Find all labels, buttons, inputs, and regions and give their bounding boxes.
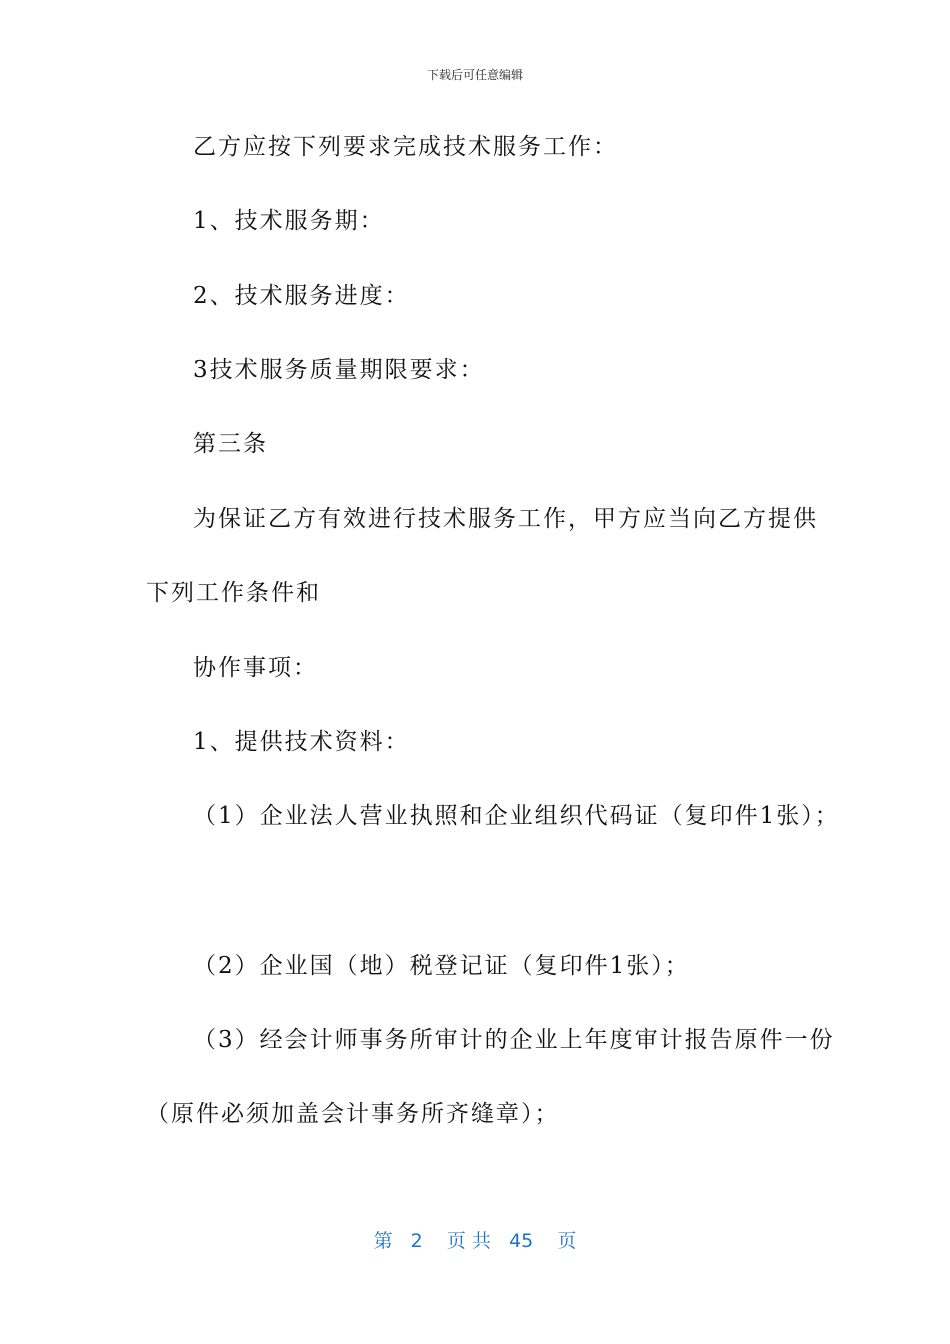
text-line: 协作事项：: [193, 655, 318, 681]
page-number: 第 2 页 共 45 页: [373, 1230, 577, 1252]
text-line: 乙方应按下列要求完成技术服务工作：: [193, 134, 618, 160]
text-line: 1、提供技术资料：: [193, 729, 410, 755]
page-header: 下载后可任意编辑: [426, 68, 523, 82]
text-line: 1、技术服务期：: [193, 208, 385, 234]
text-line: （原件必须加盖会计事务所齐缝章）；: [146, 1101, 560, 1127]
text-line: 3技术服务质量期限要求：: [193, 357, 485, 383]
section-heading: 第三条: [193, 431, 268, 457]
text-line: （1）企业法人营业执照和企业组织代码证（复印件1张）；: [193, 803, 840, 829]
text-line: （3）经会计师事务所审计的企业上年度审计报告原件一份: [193, 1027, 835, 1053]
text-line: （2）企业国（地）税登记证（复印件1张）；: [193, 953, 690, 979]
text-line: 2、技术服务进度：: [193, 283, 410, 309]
text-line: 下列工作条件和: [146, 580, 321, 606]
text-line: 为保证乙方有效进行技术服务工作，甲方应当向乙方提供: [193, 506, 818, 532]
